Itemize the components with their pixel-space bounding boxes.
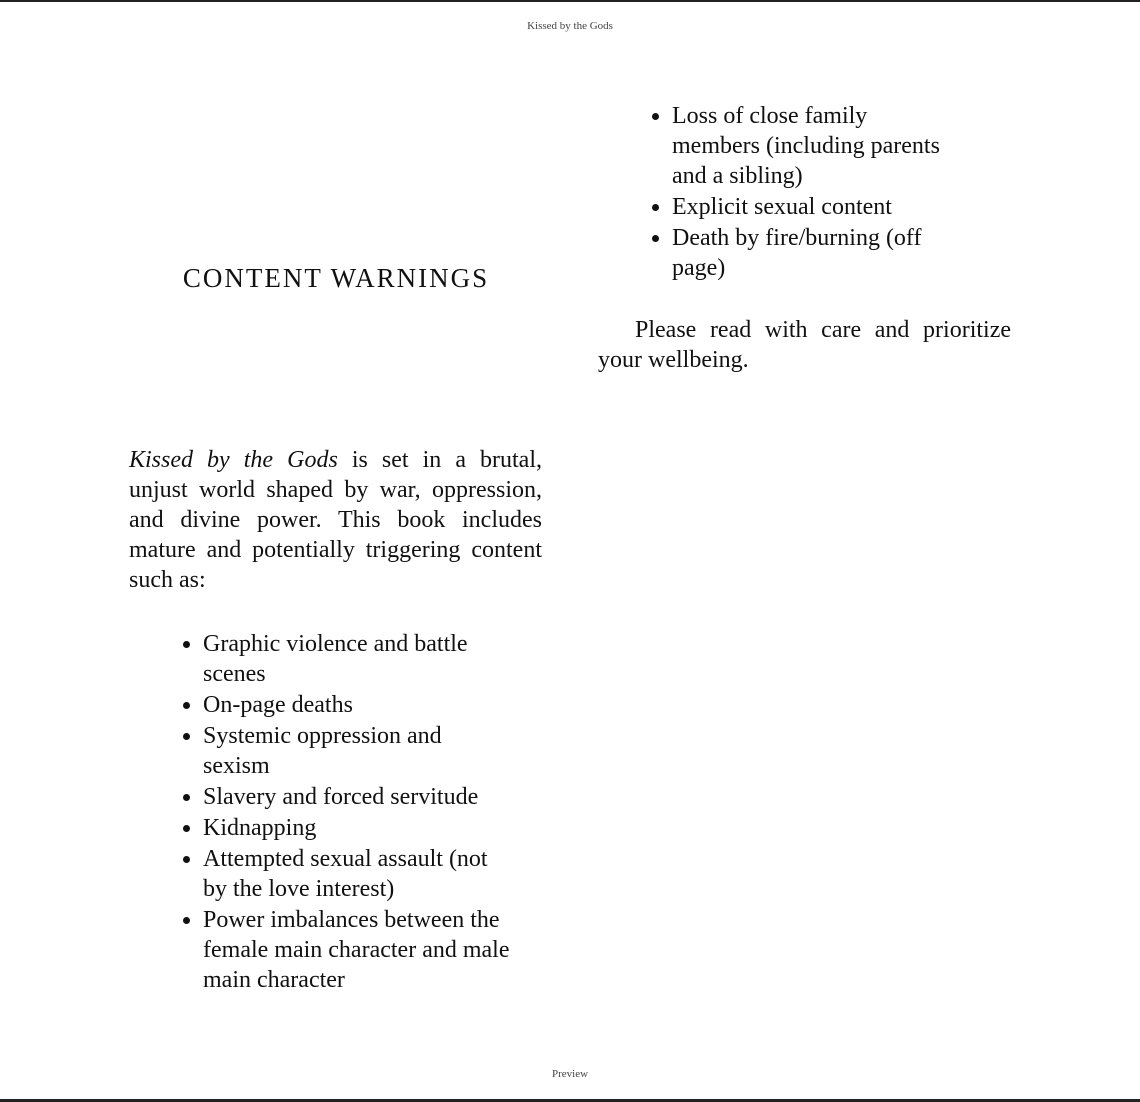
list-item: • Graphic violence and battle scenes bbox=[203, 629, 510, 689]
top-border bbox=[0, 0, 1140, 2]
warnings-list-left bbox=[130, 629, 510, 996]
list-item: • Kidnapping bbox=[203, 813, 510, 843]
closing-paragraph: Please read with care and prioritize your wellbeing. bbox=[598, 317, 1011, 373]
list-item: • Slavery and forced servitude bbox=[203, 782, 510, 812]
book-title: Kissed by the Gods bbox=[129, 447, 338, 473]
list-item: • Power imbalances between the female main character and male main character bbox=[203, 905, 510, 995]
page-title: CONTENT WARNINGS bbox=[182, 263, 490, 293]
list-item: • Explicit sexual content bbox=[672, 192, 951, 222]
running-header: Kissed by the Gods bbox=[527, 20, 613, 32]
list-item: • On-page deaths bbox=[203, 690, 510, 720]
intro-text: is set in a brutal, unjust world shaped by war, oppression, and divine power. This book includes mature and potentially triggering content such as: bbox=[129, 447, 542, 593]
list-item: • Death by fire/burning (off page) bbox=[672, 223, 951, 283]
list-item: • Attempted sexual assault (not by the love interest) bbox=[203, 844, 510, 904]
preview-label: Preview bbox=[551, 1068, 589, 1080]
list-item: • Loss of close family members (including parents and a sibling) bbox=[672, 101, 951, 191]
list-item: • Systemic oppression and sexism bbox=[203, 721, 510, 781]
intro-paragraph bbox=[129, 445, 542, 595]
warnings-list-right bbox=[598, 101, 951, 284]
